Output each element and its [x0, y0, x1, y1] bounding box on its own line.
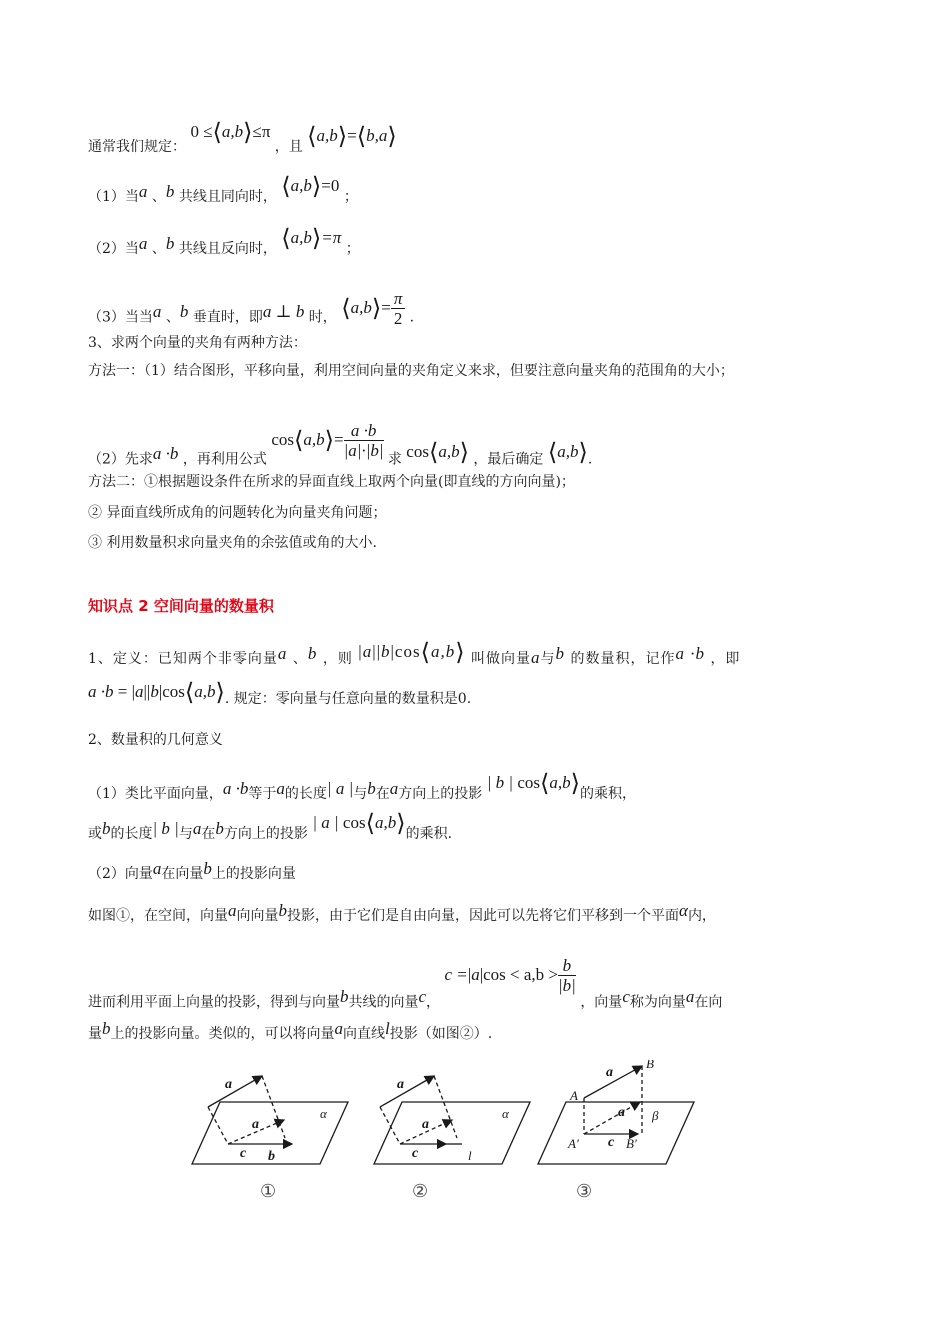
fig3-label-beta: β [652, 1108, 659, 1123]
text-vector-word: ，向量 [580, 994, 623, 1011]
line-angle-range [88, 120, 397, 157]
numerator-pi: π [391, 290, 406, 309]
text-method-one: 方法一：（1）结合图形，平移向量，利用空间向量的夹角定义来求，但要注意向量夹角的范围角的大小； [88, 363, 734, 379]
vector-a: a [531, 648, 541, 667]
text-when: 时， [308, 309, 337, 326]
vector-b: b [340, 987, 349, 1007]
formula-cos-ab: cos⟨a,b⟩ [406, 440, 469, 467]
section-heading: 知识点 2 空间向量的数量积 [88, 597, 274, 615]
vector-b: b [215, 819, 224, 838]
fig3-label-a2: a [618, 1105, 625, 1120]
line-opposite-direction [88, 226, 360, 259]
text-and: 与 [178, 826, 193, 842]
text-first-compute: （2）先求 [88, 451, 153, 468]
line-figure-1 [88, 901, 716, 926]
formula-angle-final: ⟨a,b⟩ [547, 440, 588, 467]
text-sep: 、 [165, 309, 180, 326]
text-define: 1、定义：已知两个非零向量 [88, 651, 278, 667]
vector-a: a [334, 1019, 343, 1038]
text-use-dot-product: ③ 利用数量积求向量夹角的余弦值或角的大小. [88, 535, 377, 551]
angle-range-formula: 0 ≤⟨a,b⟩≤π [190, 120, 271, 146]
text-or: 或 [88, 826, 102, 842]
text-vector: （2）向量 [88, 866, 153, 882]
text-projection: 方向上的投影 [223, 826, 308, 842]
text-normally-defined: 通常我们规定： [88, 139, 186, 155]
norm-b: b [150, 682, 159, 701]
dot-product: a ·b [152, 444, 179, 464]
numerator-b: b [558, 957, 576, 976]
norm-a: a [348, 441, 357, 460]
angle-ab: a,b [350, 298, 372, 318]
vector-b: b [555, 644, 566, 663]
fig1-label-c: c [240, 1146, 247, 1161]
dash-1b [262, 1076, 285, 1138]
text-case-1: （1）当 [88, 189, 139, 205]
fig2-caption: ② [412, 1181, 429, 1202]
line-projection-vector [88, 859, 296, 884]
text-equals: 等于 [248, 786, 277, 802]
vector-a: a [228, 901, 237, 920]
fig3-label-A-prime: A′ [568, 1136, 579, 1151]
dot-product: a ·b [222, 779, 249, 798]
fraction-b-over-norm: $\frac{b}{|b|}$ [557, 956, 576, 995]
text-and: 与 [353, 786, 368, 802]
norm-b: b [381, 642, 391, 661]
dash-2b [434, 1076, 457, 1138]
line-same-direction [88, 174, 358, 207]
numerator-dot: a ·b [344, 422, 384, 441]
dash-1a [208, 1107, 228, 1144]
angle-ba: b,a [366, 126, 388, 145]
vector-b: b [203, 859, 212, 878]
formula-projection-c: c =|a|cos < a,b > $\frac{b}{|b|}$ [444, 956, 576, 995]
text-inside: 内， [687, 908, 716, 924]
eq-pi: =π [321, 228, 342, 247]
fig3-label-a: a [606, 1065, 613, 1080]
cos-label: cos [394, 642, 421, 661]
vector-a: a [152, 859, 162, 878]
le-pi: ≤π [252, 122, 271, 141]
vector-b: b [278, 901, 287, 920]
figure-3 [538, 1066, 694, 1164]
angle-symmetry-formula: ⟨a,b⟩=⟨b,a⟩ [307, 124, 397, 150]
line-figure-2 [88, 1019, 493, 1044]
text-projection-similar: 上的投影向量。类似的，可以将向量 [110, 1026, 335, 1042]
line-definition-formula [88, 680, 472, 709]
text-projection-vector: 上的投影向量 [211, 866, 296, 882]
vector-a: a [277, 644, 288, 663]
semicolon: ； [345, 241, 360, 257]
formula-perp: a ⊥ b [262, 302, 305, 322]
formula-dot-def: a ·b = |a||b|cos⟨a,b⟩ [88, 680, 225, 706]
line-analogy [88, 771, 637, 804]
abs-a: | a | [326, 779, 354, 798]
line-definition [88, 640, 741, 669]
text-free-vectors: 投影，由于它们是自由向量，因此可以先将它们平移到一个平面 [287, 908, 679, 924]
fig3-label-B: B [646, 1060, 654, 1071]
text-perpendicular: 垂直时，即 [192, 309, 263, 326]
text-collinear-opposite: 共线且反向时， [178, 241, 277, 257]
formula-angle-half-pi: ⟨a,b⟩= $\frac{\pi}{2}$ [341, 298, 409, 317]
line-l: l [385, 1019, 390, 1038]
plane-alpha: α [679, 901, 688, 920]
fig2-label-alpha: α [502, 1106, 509, 1121]
vector-b: b [307, 644, 318, 663]
angle-ab: a,b [194, 682, 216, 701]
angle-ab: a,b [221, 122, 244, 141]
fig2-label-a: a [397, 1077, 404, 1092]
text-length: 的长度 [110, 826, 153, 842]
text-called: 叫做向量 [471, 651, 532, 667]
line-or [88, 811, 453, 844]
angle-ab: a,b [438, 442, 460, 462]
line-perpendicular [88, 289, 415, 337]
text-as-figure: 如图①，在空间，向量 [88, 908, 228, 924]
angle-ab: a,b [374, 813, 397, 832]
period: . [587, 451, 593, 468]
text-find: 求 [387, 451, 402, 468]
vector-a: a [685, 987, 695, 1007]
text-and: ，且 [274, 139, 303, 155]
norm-a: a [362, 642, 373, 661]
cos-label: cos [406, 442, 429, 462]
vector-a: a [138, 182, 148, 201]
text-collinear-same: 共线且同向时， [178, 189, 277, 205]
vector-a: a [138, 234, 148, 253]
period: . [409, 309, 415, 326]
fig1-label-alpha: α [320, 1106, 327, 1121]
equals: = [347, 126, 357, 145]
fig2-label-a2: a [422, 1117, 429, 1132]
fig1-caption: ① [260, 1181, 277, 1202]
vector-b: b [367, 779, 376, 798]
fig2-label-c: c [412, 1146, 419, 1161]
angle-ab: a,b [290, 228, 312, 247]
text-zero-vector-rule: . 规定：零向量与任意向量的数量积是0. [224, 691, 472, 707]
equals: = [381, 298, 391, 318]
vector-a: a [389, 779, 399, 798]
fig3-label-A: A [570, 1088, 578, 1103]
c-equals: c = [444, 965, 468, 985]
formula-proj-a: | a | cos⟨a,b⟩ [312, 811, 406, 837]
formula-def: |a||b|cos⟨a,b⟩ [358, 640, 466, 666]
text-in: 在 [375, 786, 390, 802]
vector-c: c [418, 987, 427, 1007]
angle-ab: a,b [557, 442, 579, 462]
norm-b: b [562, 976, 572, 995]
vector-b: b [179, 302, 189, 322]
cos-lt-ab: cos < a,b > [483, 965, 558, 985]
formula-angle-pi: ⟨a,b⟩=π [281, 226, 342, 252]
eq-zero: =0 [321, 176, 340, 195]
text-analogy: （1）类比平面向量， [88, 786, 223, 802]
vector-AB-3 [584, 1066, 642, 1098]
angle-ab: a,b [316, 126, 338, 145]
vector-b: b [165, 234, 175, 253]
vector-a: a [152, 302, 162, 322]
norm-a: a [135, 682, 144, 701]
fig1-label-a2: a [252, 1117, 259, 1132]
text-product: 的乘积. [405, 826, 453, 842]
text-comma: ， [426, 994, 441, 1011]
fig3-label-B-prime: B′ [626, 1136, 637, 1151]
vector-b: b [102, 819, 111, 838]
vector-b: b [165, 182, 175, 201]
text-skew-lines: ② 异面直线所成角的问题转化为向量夹角问题； [88, 505, 387, 521]
vector-a: a [192, 819, 202, 838]
text-towards: 向向量 [236, 908, 279, 924]
angle-ab: a,b [549, 773, 571, 792]
text-then-use: 进而利用平面上向量的投影，得到与向量 [88, 994, 340, 1011]
fig3-label-c: c [608, 1135, 615, 1150]
cos-label: cos [271, 430, 294, 450]
cos-label: cos [517, 773, 541, 792]
text-product: 的乘积， [580, 786, 637, 802]
text-projection-fig2: 投影（如图②）. [389, 1026, 493, 1042]
vector-a: a [276, 779, 285, 798]
text-ie: ，即 [710, 651, 741, 667]
formula-angle-zero: ⟨a,b⟩=0 [281, 174, 340, 200]
projection-figures [180, 1060, 700, 1210]
text-sep: 、 [151, 189, 166, 205]
fig1-label-b: b [268, 1149, 275, 1164]
text-in: 在 [201, 826, 216, 842]
text-quantity: 量 [88, 1026, 102, 1042]
text-then: ，则 [322, 651, 353, 667]
dot-product: a ·b [88, 682, 114, 701]
vector-c: c [622, 987, 630, 1007]
abs-b: | b | [486, 773, 514, 792]
text-case-3: （3）当当 [88, 309, 153, 326]
fraction-dot-over-norms: $\frac{a \cdot b}{|a|\cdot|b|}$ [343, 421, 384, 460]
text-method-two: 方法二：①根据题设条件在所求的异面直线上取两个向量(即直线的方向向量)； [88, 474, 575, 490]
cos-label: cos [342, 813, 366, 832]
text-sep: 、 [151, 241, 166, 257]
text-called-vector: 称为向量 [629, 994, 686, 1011]
text-use-formula: ，再利用公式 [182, 451, 267, 468]
fig2-label-l: l [468, 1148, 472, 1163]
angle-ab: a,b [430, 642, 456, 661]
norm-a: a [471, 965, 480, 985]
text-length: 的长度 [284, 786, 327, 802]
cos-label: cos [162, 682, 185, 701]
text-dot-product-of: 的数量积，记作 [570, 651, 676, 667]
formula-cos-angle: cos⟨a,b⟩= $\frac{a \cdot b}{|a|\cdot|b|}$ [271, 421, 384, 460]
text-projection: 方向上的投影 [398, 786, 483, 802]
fig1-label-a: a [225, 1077, 232, 1092]
denominator-2: 2 [393, 309, 403, 328]
text-and: 与 [540, 651, 556, 667]
plane-beta-3 [538, 1102, 694, 1164]
abs-b: | b | [152, 819, 179, 838]
text-to-line: 向直线 [343, 1026, 385, 1042]
formula-proj-b: | b | cos⟨a,b⟩ [486, 771, 581, 797]
zero-le: 0 ≤ [190, 122, 213, 141]
text-finally: ，最后确定 [473, 451, 544, 468]
angle-ab: a,b [303, 430, 325, 450]
text-two-methods: 3、求两个向量的夹角有两种方法： [88, 335, 307, 351]
text-on-vector: 在向量 [161, 866, 204, 882]
text-sep: 、 [292, 651, 308, 667]
norm-b: b [370, 441, 379, 460]
vector-b: b [102, 1019, 111, 1038]
angle-ab: a,b [290, 176, 312, 195]
fraction-pi-over-2 [391, 290, 406, 329]
text-in-direction: 在向 [694, 994, 723, 1011]
semicolon: ； [343, 189, 358, 205]
equals: = [334, 430, 344, 450]
vector-a-plane-3 [584, 1102, 640, 1134]
text-case-2: （2）当 [88, 241, 139, 257]
fig3-caption: ③ [576, 1181, 593, 1202]
text-collinear-vector: 共线的向量 [348, 994, 419, 1011]
line-projection-c [88, 956, 723, 1022]
text-geometric-meaning: 2、数量积的几何意义 [88, 732, 223, 748]
abs-a: | a | [312, 813, 339, 832]
dot-product: a ·b [675, 644, 705, 663]
